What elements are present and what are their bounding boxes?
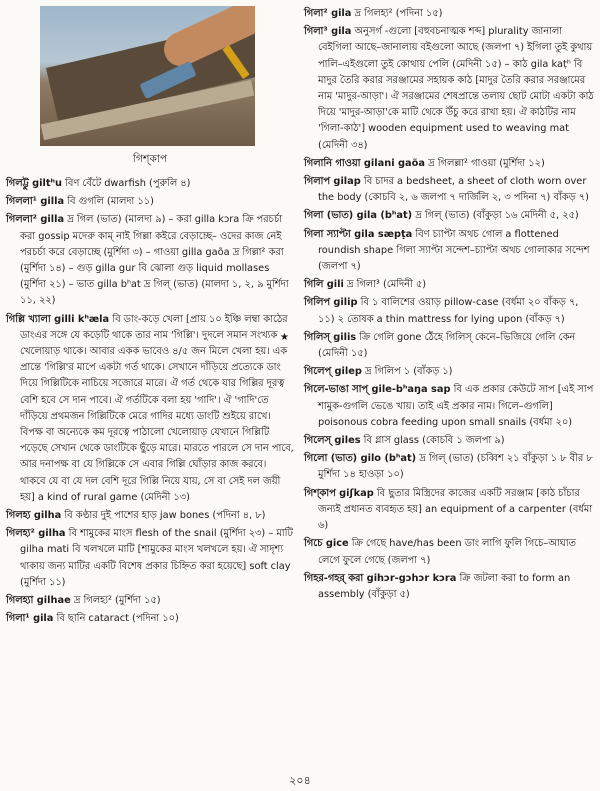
headword: গিশ্‌কাপ giʃkap <box>304 487 374 499</box>
definition: বি গুগলি (মালদা ১১) <box>64 196 154 208</box>
dictionary-entry <box>6 611 294 627</box>
dictionary-entry <box>304 295 594 327</box>
page-number: ২০৪ <box>289 774 311 787</box>
dictionary-entry <box>304 486 594 535</box>
dictionary-entry <box>304 536 594 568</box>
definition: বিণ বেঁটে dwarfish (পুরুলি ৪) <box>61 178 191 189</box>
definition: বি এক প্রকার কেউটে সাপ [এই সাপ শামুক-গুগলি ভেঙে খায়। তাই এই প্রকার নাম। গিলে–গুগলি] poisonous cobra feeding upon small snails (বর্ধমা ২০) <box>318 384 594 428</box>
definition: দ্র গিলা³ (মেদিনী ৫) <box>343 279 427 291</box>
dictionary-entry <box>304 227 594 276</box>
dictionary-entry <box>304 156 594 172</box>
headword: গিললা² gilla <box>6 214 65 226</box>
definition: বি ডাং-কড়ে খেলা [প্রায় ১০ ইঞ্চি লম্বা কাঠের ডাংএর সঙ্গে যে কড়েটি থাকে তার নাম 'গিল্লি'। দুদলে সমান সংখ্যক খেলোয়াড় থাকে। আবার একক ভাবেও ৪/৫ জন মিলে খেলা হয়। এক প্রান্তে 'গিল্লি'র মাপে একটা গর্ত থাকে। সেখানে দাঁড়িয়ে প্রত্যেকে ডাং দিয়ে গিল্লিটিকে নাচিয়ে সজোরে মারে। ঐ গর্ত থেকে যার গিল্লির দূরত্ব বেশি হবে সে দান পাবে। ঐ গর্তটিকে বলা হয় 'গাদি'। ঐ 'গাদি'তে দাঁড়িয়ে প্রথমজন গিল্লিটিকে মেরে গাদির মধ্যে ডাংটি শুইয়ে রাখে। বিপক্ষ বা অন্যেকে কম দূরত্বে পাঠালো খেলোয়াড় যেখানে গিল্লিটি পড়েছে সেখান থেকে ডাংটিকে ছুঁড়ে মারে। মারতে পারলে সে দান পাবে, আর দনাপক্ষ বা যে গিল্লিকে সে এবার গিল্লি ঘোঁড়ার কাজ করবে। থাকবে যে বা যে দল বেশি দূরে গিল্লি নিয়ে যায়, সে বা সেই দল জয়ী হয়] a kind of rural game (মেদিনী ১৩) <box>20 313 294 503</box>
definition: দ্র গিলহ্য² (মুর্শিদা ১৫) <box>70 595 161 607</box>
definition: দ্র গিল্ (ভাত) (বাঁকুড়া ১৬ মেদিনী ৫, ২৫) <box>412 210 579 222</box>
headword: গিলাপ gilap <box>304 176 361 188</box>
dictionary-entry <box>6 194 294 210</box>
left-entries <box>6 176 294 629</box>
dictionary-entry <box>304 6 594 22</box>
dictionary-entry <box>304 208 594 224</box>
headword: গিলহ্য gilha <box>6 510 62 522</box>
definition: দ্র গিলিপ ১ (বাঁকড় ১) <box>361 366 453 378</box>
dictionary-entry <box>6 176 294 192</box>
definition: বি ছুতার মিস্ত্রিদের কাজের একটি সরঞ্জাম [কাঠ চাঁচার জন্যই প্রধানত ব্যবহৃত হয়] an equipment of a carpenter (বর্ধমা ৬) <box>318 487 593 532</box>
definition: বি ১ বালিশের ওয়াড় pillow-case (বর্ধমা ২০ বাঁকড় ৭, ১১) ২ তোষক a thin mattress for lying upon (বাঁকড় ৭) <box>318 297 579 325</box>
dictionary-entry <box>304 174 594 206</box>
dictionary-entry <box>304 433 594 449</box>
dictionary-entry <box>304 382 594 431</box>
dictionary-entry <box>6 526 294 591</box>
headword: গিলট্টু giltʰu <box>6 178 62 189</box>
right-entries <box>280 6 594 605</box>
definition: বি কণ্ঠার দুই পাশের হাড় jaw bones (পদিনা ৪, ৮) <box>61 510 266 522</box>
dictionary-entry <box>304 571 594 603</box>
headword: গিলানি গাওয়া gilani gaõa <box>304 157 425 169</box>
headword: গিলো (ভাত) gilo (bʰat) <box>304 453 417 465</box>
headword: গিলা (ভাত) gila (bʰat) <box>304 210 413 222</box>
headword: গিহর-গহর্ করা gihɔr-gɔhɔr kɔra <box>304 572 457 584</box>
dictionary-entry: ★ গিলিস্ gilis ক্রি গেলি gone ঠেঁহে গিলিস্ কেনে–ভিজিয়ে গেলি কেন (মেদিনী ১৫) <box>280 331 576 360</box>
headword: গিলা² gila <box>304 8 352 19</box>
dictionary-entry <box>6 312 294 506</box>
illustration-photo <box>40 6 255 146</box>
definition: ক্রি গেছে have/has been ডাং লাগি ফুলি গিচে–আঘাত লেগে ফুলে গেছে (জলপা ৭) <box>318 538 576 566</box>
headword: গিললা¹ gilla <box>6 196 65 208</box>
definition: দ্র গিল্ (ভাত) (চব্বিশ ২১ বাঁকুড়া ১ ৮ বীর ৮ মুর্শিদা ১৪ হাওড়া ১০) <box>318 453 593 481</box>
headword: গিলিস্ gilis <box>304 331 357 343</box>
definition: ক্রি গেলি gone ঠেঁহে গিলিস্ কেনে–ভিজিয়ে গেলি কেন (মেদিনী ১৫) <box>318 331 576 360</box>
dictionary-entry <box>6 593 294 609</box>
dictionary-entry <box>304 24 594 154</box>
headword: গিল্লি খ্যালা gilli kʰæla <box>6 313 110 325</box>
headword: গিলেপ্ gilep <box>304 366 362 378</box>
definition: ক্রি জটলা করা to form an assembly (বাঁকুড়া ৫) <box>318 572 571 600</box>
dictionary-entry <box>6 508 294 524</box>
definition: দ্র গিলহ্য² (পদিনা ১৫) <box>351 8 443 19</box>
headword: গিলে-ভাঙা সাপ্ gile-bʰaŋa sap <box>304 384 451 396</box>
definition: বিণ চ্যাপ্টা অথচ গোল a flottened roundish shape গিলা স্যাপ্টা সন্দেশ–চ্যাপ্টা অথচ গোলাকার সন্দেশ (জলপা ৭) <box>318 228 590 273</box>
definition: বি গ্লাস glass (কোচবি ১ জলপা ৯) <box>360 435 505 447</box>
dictionary-entry <box>304 277 594 293</box>
headword: গিলেস্ giles <box>304 435 361 447</box>
definition: দ্র গিল (ভাত) (মালদা ৯) – করা gilla kɔra ক্রি পরচর্চা করা gossip মদেরু কাম্ নাই গিল্লা কইরে বেড়াচ্ছে– ওদের কাজ নেই পরচর্চা করে বেড়াচ্ছে (মুর্শিদা ৩) – গাওয়া gilla gaõa দ্র গিল্লা² করা (মুর্শিদা ১৪) – গুড় gilla gur বি ঝোলা গুড় liquid mollases (মুর্শিদা ২১) – ভাত gilla bʰat দ্র গিল্ (ভাত) (মালদা ১, ২, ৯ মুর্শিদা ১১, ২২) <box>20 214 289 307</box>
definition: বি শামুকের মাংস flesh of the snail (মুর্শিদা ২৩) – মাটি gilha mati বি খলখলে মাটি [শামুকের মাংস খলখলে হয়। ঐ সাদৃশ্য থাকায় জন্য মাটির একটি বিশেষ প্রকার চিহ্নিত করা হয়েছে] soft clay (মুর্শিদা ১১) <box>20 528 293 588</box>
definition: বি চাদর a bedsheet, a sheet of cloth worn over the body (কোচবি ২, ৬ জলপা ৭ দার্জিলি ২, ৩ পদিনা ৭) বাঁকড় ৭) <box>318 176 589 204</box>
headword: গিলা স্যাপ্টা gila sæpṭa <box>304 228 413 240</box>
headword: গিলিপ gilip <box>304 297 358 309</box>
dictionary-entry <box>304 364 594 380</box>
definition: দ্র গিলল্লা² গাওয়া (মুর্শিদা ১২) <box>424 157 545 169</box>
headword: গিচে gice <box>304 538 349 550</box>
photo-caption: গিশ্‌কাপ <box>132 153 168 165</box>
headword: গিলহ্য² gilha <box>6 528 66 540</box>
dictionary-entry <box>6 212 294 309</box>
headword: গিলি gili <box>304 279 344 291</box>
headword: গিলহ্যা gilhae <box>6 595 71 607</box>
definition: অনুসর্গ -গুলো [বহুবচনাত্মক শব্দ] plurality জানালা বেইগিলা আছে–জানালায় বইগুলো আছে (জলপা ৭) ইগিলা তুই কুথায় পালি–এইগুলো তুই কোথায় পেলি (মেদিনী ১৫) – কাঠ gila kaṭʰ বি মাদুর তৈরি করার সরঞ্জামের সহায়ক কাঠ [মাদুর তৈরি করার সরঞ্জামের নাম 'মাদুর-আড়া'। ঐ সরঞ্জামের শেষপ্রান্তে তলায় ছোট মোটা একটা কাঠ দিয়ে 'মাদুর-আড়া'কে মাটি থেকে উঁচু করে রাখা হয়। ঐ কাঠটির নাম 'গিলা-কাঠ'] wooden equipment used to weaving mat (মেদিনী ৩৪) <box>318 26 594 151</box>
headword: গিলা¹ gila <box>6 613 54 625</box>
definition: বি ছানি cataract (পদিনা ১০) <box>53 613 179 625</box>
dictionary-entry <box>304 451 594 483</box>
headword: গিলা³ gila <box>304 26 352 38</box>
